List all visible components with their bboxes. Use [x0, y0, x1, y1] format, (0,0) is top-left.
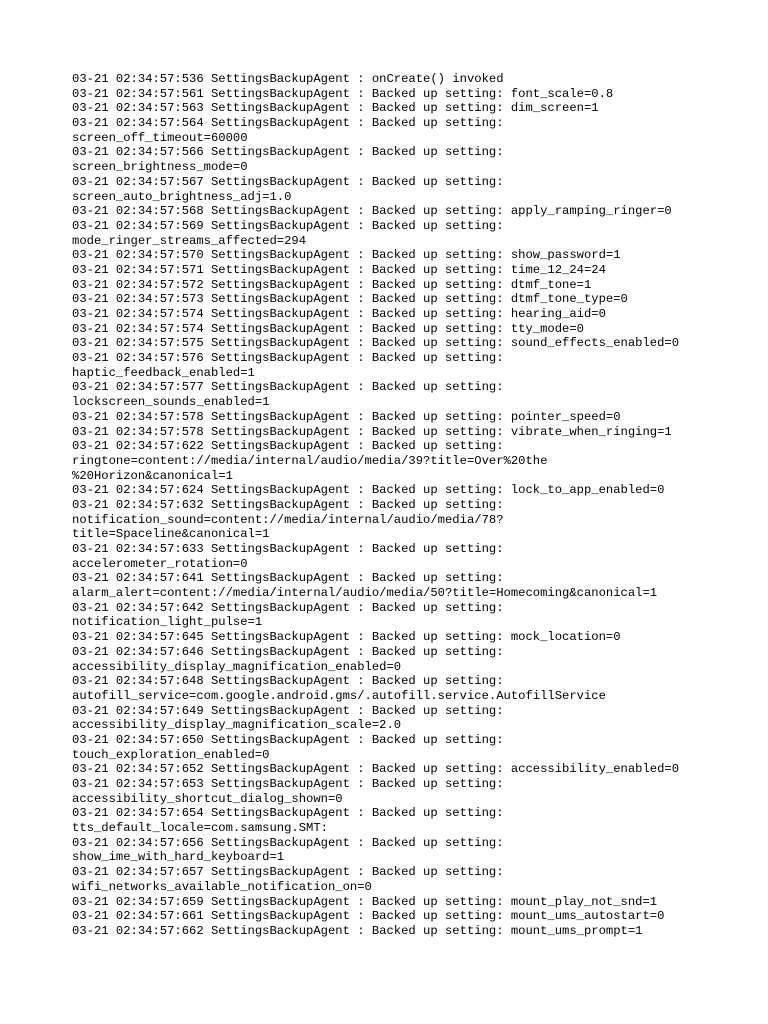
log-line: 03-21 02:34:57:563 SettingsBackupAgent : Backed up setting: dim_screen=1 — [72, 101, 599, 116]
log-line: alarm_alert=content://media/internal/audio/media/50?title=Homecoming&canonical=1 — [72, 586, 658, 601]
log-line: 03-21 02:34:57:575 SettingsBackupAgent : Backed up setting: sound_effects_enabled=0 — [72, 336, 680, 351]
log-line: 03-21 02:34:57:571 SettingsBackupAgent : Backed up setting: time_12_24=24 — [72, 262, 606, 277]
log-line: 03-21 02:34:57:624 SettingsBackupAgent : Backed up setting: lock_to_app_enabled=0 — [72, 483, 665, 498]
log-line: 03-21 02:34:57:659 SettingsBackupAgent : Backed up setting: mount_play_not_snd=1 — [72, 894, 658, 909]
log-line: accelerometer_rotation=0 — [72, 556, 248, 571]
log-line: 03-21 02:34:57:567 SettingsBackupAgent : Backed up setting: — [72, 174, 504, 189]
log-line: touch_exploration_enabled=0 — [72, 747, 270, 762]
log-line: 03-21 02:34:57:646 SettingsBackupAgent : Backed up setting: — [72, 644, 504, 659]
log-line: 03-21 02:34:57:570 SettingsBackupAgent : Backed up setting: show_password=1 — [72, 248, 621, 263]
log-line: 03-21 02:34:57:574 SettingsBackupAgent : Backed up setting: tty_mode=0 — [72, 321, 584, 336]
log-line: notification_sound=content://media/internal/audio/media/78? — [72, 512, 504, 527]
log-line: 03-21 02:34:57:561 SettingsBackupAgent : Backed up setting: font_scale=0.8 — [72, 86, 614, 101]
log-line: 03-21 02:34:57:648 SettingsBackupAgent : Backed up setting: — [72, 674, 504, 689]
log-line: 03-21 02:34:57:662 SettingsBackupAgent : Backed up setting: mount_ums_prompt=1 — [72, 923, 643, 938]
log-line: notification_light_pulse=1 — [72, 615, 263, 630]
log-line: 03-21 02:34:57:573 SettingsBackupAgent : Backed up setting: dtmf_tone_type=0 — [72, 292, 628, 307]
log-line: screen_brightness_mode=0 — [72, 160, 248, 175]
log-line: 03-21 02:34:57:577 SettingsBackupAgent : Backed up setting: — [72, 380, 504, 395]
log-line: 03-21 02:34:57:569 SettingsBackupAgent : Backed up setting: — [72, 218, 504, 233]
log-line: autofill_service=com.google.android.gms/.autofill.service.AutofillService — [72, 688, 606, 703]
log-line: 03-21 02:34:57:654 SettingsBackupAgent : Backed up setting: — [72, 806, 504, 821]
log-line: ringtone=content://media/internal/audio/media/39?title=Over%20the — [72, 453, 548, 468]
log-line: %20Horizon&canonical=1 — [72, 468, 233, 483]
log-line: 03-21 02:34:57:574 SettingsBackupAgent : Backed up setting: hearing_aid=0 — [72, 307, 606, 321]
log-line: screen_off_timeout=60000 — [72, 130, 248, 145]
log-line: 03-21 02:34:57:645 SettingsBackupAgent : Backed up setting: mock_location=0 — [72, 630, 621, 645]
log-line: 03-21 02:34:57:572 SettingsBackupAgent : Backed up setting: dtmf_tone=1 — [72, 277, 592, 292]
log-line: 03-21 02:34:57:622 SettingsBackupAgent : Backed up setting: — [72, 439, 504, 454]
log-line: 03-21 02:34:57:650 SettingsBackupAgent : Backed up setting: — [72, 732, 504, 747]
log-line: haptic_feedback_enabled=1 — [72, 365, 255, 380]
log-line: 03-21 02:34:57:656 SettingsBackupAgent : Backed up setting: — [72, 835, 504, 850]
log-line: mode_ringer_streams_affected=294 — [72, 233, 307, 248]
log-line: 03-21 02:34:57:653 SettingsBackupAgent : Backed up setting: — [72, 777, 504, 791]
log-line: title=Spaceline&canonical=1 — [72, 527, 270, 542]
log-line: accessibility_display_magnification_scale=2.0 — [72, 718, 402, 733]
log-line: 03-21 02:34:57:578 SettingsBackupAgent : Backed up setting: pointer_speed=0 — [72, 409, 621, 424]
log-line: wifi_networks_available_notification_on=0 — [72, 879, 372, 894]
log-line: screen_auto_brightness_adj=1.0 — [72, 189, 292, 204]
log-line: 03-21 02:34:57:536 SettingsBackupAgent : onCreate() invoked — [72, 72, 504, 86]
log-line: 03-21 02:34:57:566 SettingsBackupAgent : Backed up setting: — [72, 145, 504, 160]
log-line: 03-21 02:34:57:633 SettingsBackupAgent : Backed up setting: — [72, 542, 504, 556]
log-line: 03-21 02:34:57:649 SettingsBackupAgent : Backed up setting: — [72, 703, 504, 718]
log-line: 03-21 02:34:57:641 SettingsBackupAgent : Backed up setting: — [72, 571, 504, 586]
log-line: accessibility_display_magnification_enabled=0 — [72, 659, 402, 674]
log-line: lockscreen_sounds_enabled=1 — [72, 395, 270, 410]
log-line: 03-21 02:34:57:576 SettingsBackupAgent : Backed up setting: — [72, 351, 504, 366]
log-line: 03-21 02:34:57:564 SettingsBackupAgent : Backed up setting: — [72, 116, 504, 131]
log-line: tts_default_locale=com.samsung.SMT: — [72, 821, 328, 836]
log-line: 03-21 02:34:57:657 SettingsBackupAgent : Backed up setting: — [72, 865, 504, 880]
log-line: 03-21 02:34:57:652 SettingsBackupAgent : Backed up setting: accessibility_enabled=0 — [72, 762, 680, 777]
log-text-block — [72, 72, 712, 939]
log-line: 03-21 02:34:57:642 SettingsBackupAgent : Backed up setting: — [72, 600, 504, 615]
log-line: 03-21 02:34:57:661 SettingsBackupAgent : Backed up setting: mount_ums_autostart=0 — [72, 909, 665, 924]
log-line: 03-21 02:34:57:568 SettingsBackupAgent : Backed up setting: apply_ramping_ringer=0 — [72, 204, 672, 219]
log-line: accessibility_shortcut_dialog_shown=0 — [72, 791, 343, 806]
log-line: show_ime_with_hard_keyboard=1 — [72, 850, 285, 865]
log-line: 03-21 02:34:57:632 SettingsBackupAgent : Backed up setting: — [72, 497, 504, 512]
log-line: 03-21 02:34:57:578 SettingsBackupAgent : Backed up setting: vibrate_when_ringing=1 — [72, 424, 672, 439]
